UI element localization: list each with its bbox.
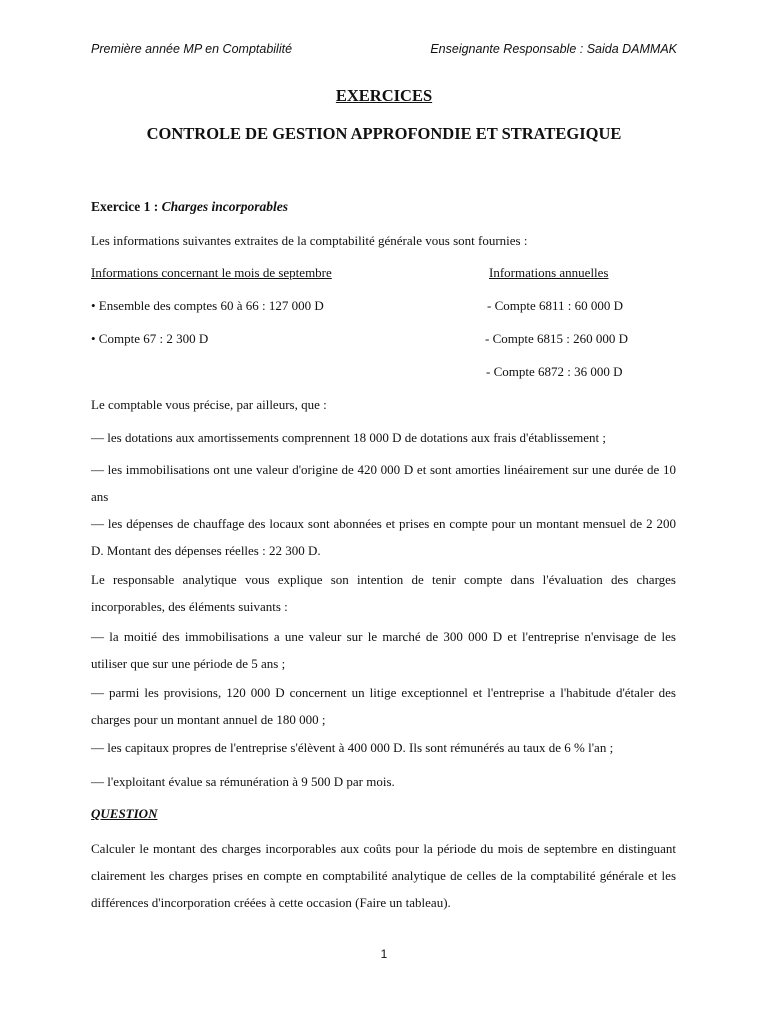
monthly-item: • Compte 67 : 2 300 D (91, 331, 209, 346)
exercise-name: Charges incorporables (161, 199, 288, 214)
page-header (91, 42, 677, 60)
exercise-heading (91, 198, 288, 216)
annual-item: - Compte 6811 : 60 000 D (487, 298, 624, 313)
annual-item: - Compte 6872 : 36 000 D (486, 364, 623, 379)
intro-text: Les informations suivantes extraites de la comptabilité générale vous sont fournies : (91, 233, 528, 248)
accountant-point: — les dépenses de chauffage des locaux sont abonnées et prises en compte pour un montant mensuel de 2 200 D. Montant des dépenses réelles : 22 300 D. (91, 516, 676, 558)
question-heading: QUESTION (91, 806, 158, 821)
analyst-point: — les capitaux propres de l'entreprise s'élèvent à 400 000 D. Ils sont rémunérés au taux de 6 % l'an ; (91, 740, 614, 755)
page-number: 1 (380, 947, 388, 961)
monthly-item: • Ensemble des comptes 60 à 66 : 127 000 D (91, 298, 324, 313)
header-course: Première année MP en Comptabilité (91, 42, 293, 56)
header-teacher: Enseignante Responsable : Saida DAMMAK (430, 42, 677, 56)
annual-info-heading: Informations annuelles (489, 265, 609, 280)
exercise-label: Exercice 1 : (91, 199, 162, 214)
accountant-point: — les dotations aux amortissements comprennent 18 000 D de dotations aux frais d'établissement ; (91, 430, 607, 445)
accountant-intro: Le comptable vous précise, par ailleurs, que : (91, 397, 327, 412)
accountant-point: — les immobilisations ont une valeur d'origine de 420 000 D et sont amorties linéairement sur une durée de 10 ans (91, 462, 676, 504)
analyst-point: — l'exploitant évalue sa rémunération à 9 500 D par mois. (91, 774, 395, 789)
analyst-point: — parmi les provisions, 120 000 D concernent un litige exceptionnel et l'entreprise a l'habitude d'étaler des charges pour un montant annuel de 180 000 ; (91, 685, 676, 727)
monthly-info-heading: Informations concernant le mois de septembre (91, 265, 332, 280)
document-title: EXERCICES (335, 86, 433, 105)
question-text: Calculer le montant des charges incorporables aux coûts pour la période du mois de septembre en distinguant clairement les charges prises en compte en comptabilité analytique de celles de la comptabilité générale et les différences d'incorporation créées à cette occasion (Faire un tableau). (91, 841, 676, 910)
analyst-point: — la moitié des immobilisations a une valeur sur le marché de 300 000 D et l'entreprise n'envisage de les utiliser que sur une période de 5 ans ; (91, 629, 676, 671)
analyst-intro: Le responsable analytique vous explique son intention de tenir compte dans l'évaluation des charges incorporables, des éléments suivants : (91, 572, 676, 614)
annual-item: - Compte 6815 : 260 000 D (485, 331, 628, 346)
document-subtitle: CONTROLE DE GESTION APPROFONDIE ET STRATEGIQUE (146, 124, 622, 143)
